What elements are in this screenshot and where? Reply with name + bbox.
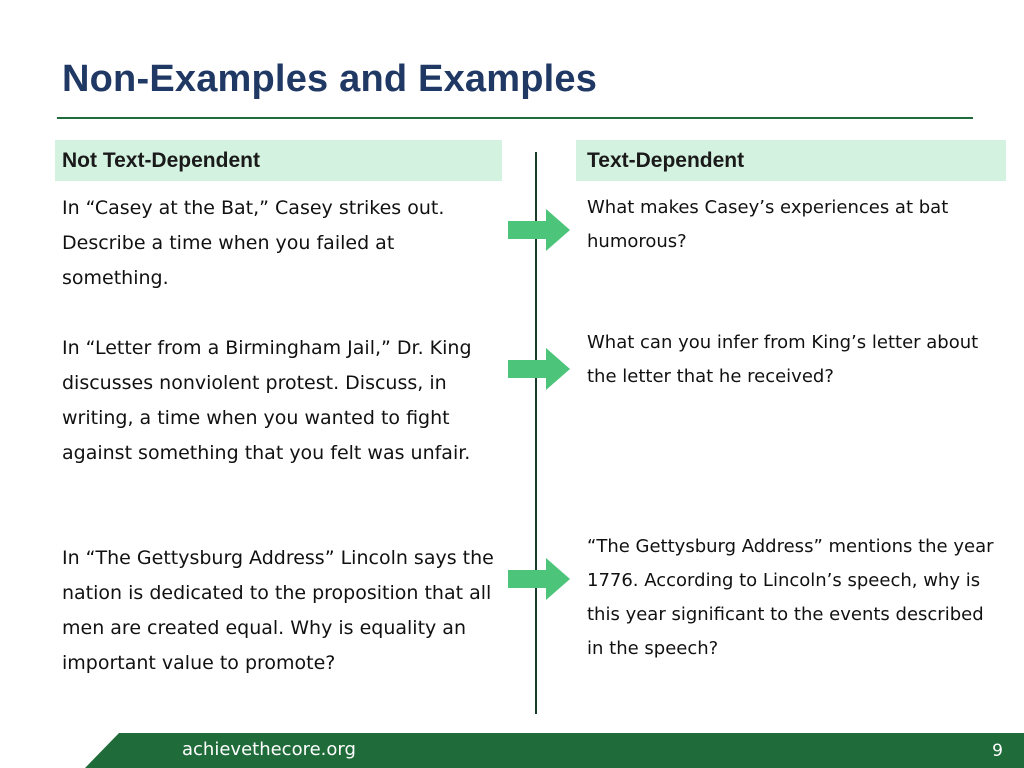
right-arrow-icon (508, 209, 570, 251)
page-number: 9 (992, 741, 1003, 761)
non-example-casey: In “Casey at the Bat,” Casey strikes out. Describe a time when you failed at something. (62, 197, 445, 289)
example-birmingham: What can you infer from King’s letter about the letter that he received? (587, 332, 979, 387)
footer-band (0, 733, 1024, 768)
title-underline (57, 117, 973, 119)
right-arrow-icon (508, 348, 570, 390)
text-dependent-header: Text-Dependent (576, 140, 1006, 181)
right-arrow-icon (508, 558, 570, 600)
non-example-birmingham: In “Letter from a Birmingham Jail,” Dr. King discusses nonviolent protest. Discuss, in writing, a time when you wanted to fight against something that you felt was unfair. (62, 337, 472, 464)
non-example-gettysburg: In “The Gettysburg Address” Lincoln says the nation is dedicated to the proposition that all men are created equal. Why is equality an important value to promote? (62, 547, 494, 674)
not-text-dependent-header: Not Text-Dependent (55, 140, 502, 181)
footer-bar (0, 733, 1024, 768)
example-gettysburg: “The Gettysburg Address” mentions the year 1776. According to Lincoln’s speech, why is this year significant to the events described in the speech? (587, 536, 994, 659)
example-casey: What makes Casey’s experiences at bat humorous? (587, 197, 949, 252)
slide-title: Non-Examples and Examples (62, 58, 598, 100)
footer-url-link[interactable]: achievethecore.org (182, 739, 356, 760)
